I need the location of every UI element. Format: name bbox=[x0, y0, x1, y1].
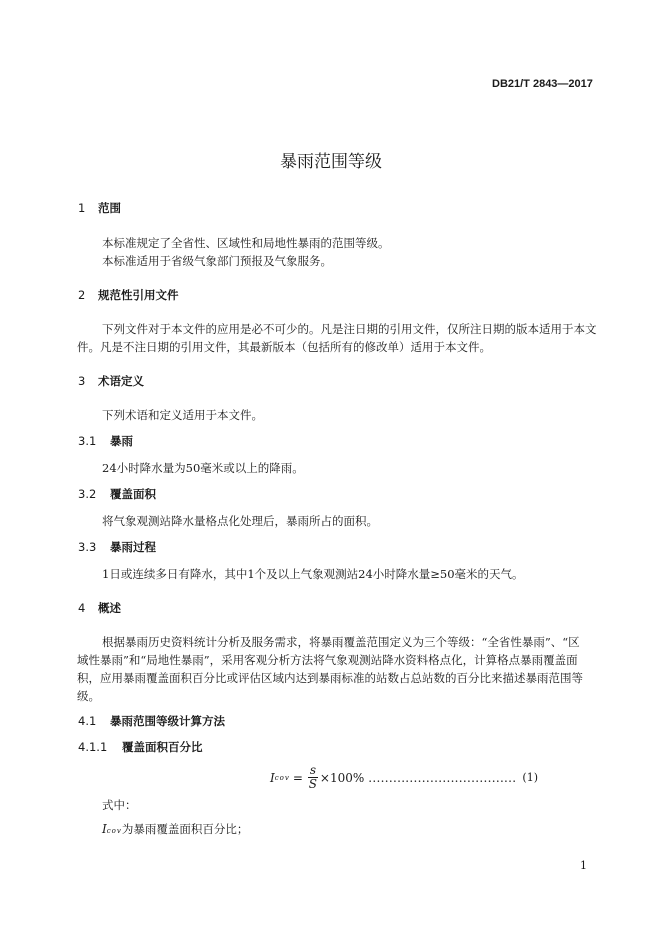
paragraph-line: 本标准规定了全省性、区域性和局地性暴雨的范围等级。 bbox=[102, 236, 390, 250]
section-4-1-heading bbox=[78, 713, 225, 729]
document-title: 暴雨范围等级 bbox=[280, 152, 382, 172]
term-3-2-heading bbox=[78, 486, 156, 502]
formula-number: (1) bbox=[522, 771, 538, 784]
paragraph-line: 域性暴雨”和“局地性暴雨”，采用客观分析方法将气象观测站降水资料格点化，计算格点暴雨覆盖面 bbox=[77, 653, 578, 667]
definition-symbol: I bbox=[102, 822, 107, 836]
section-title: 概述 bbox=[98, 601, 121, 615]
term-title: 暴雨 bbox=[110, 434, 133, 448]
section-title: 规范性引用文件 bbox=[98, 288, 179, 302]
term-number: 3.2 bbox=[78, 487, 97, 501]
section-number: 4.1.1 bbox=[78, 740, 108, 754]
section-title: 术语定义 bbox=[98, 374, 144, 388]
term-definition: 24小时降水量为50毫米或以上的降雨。 bbox=[102, 461, 304, 475]
formula-leader-dots: .................................... bbox=[368, 770, 517, 785]
section-number: 1 bbox=[78, 201, 86, 215]
section-number: 3 bbox=[78, 374, 86, 388]
section-1-heading bbox=[78, 200, 121, 216]
term-number: 3.3 bbox=[78, 540, 97, 554]
term-number: 3.1 bbox=[78, 434, 97, 448]
paragraph-line: 下列文件对于本文件的应用是必不可少的。凡是注日期的引用文件，仅所注日期的版本适用于本文 bbox=[102, 322, 597, 336]
term-3-3-heading bbox=[78, 539, 156, 555]
section-number: 2 bbox=[78, 288, 86, 302]
paragraph-line: 件。凡是不注日期的引用文件，其最新版本（包括所有的修改单）适用于本文件。 bbox=[77, 340, 491, 354]
definition-subscript: cov bbox=[106, 827, 122, 835]
paragraph-line: 积，应用暴雨覆盖面积百分比或评估区域内达到暴雨标准的站数占总站数的百分比来描述暴雨范围等 bbox=[77, 671, 583, 685]
paragraph-line: 下列术语和定义适用于本文件。 bbox=[102, 408, 263, 422]
section-4-heading bbox=[78, 600, 121, 616]
formula-denominator: S bbox=[308, 777, 318, 791]
formula-rest: ×100% bbox=[319, 770, 365, 785]
formula-numerator: s bbox=[309, 763, 316, 777]
formula-fraction bbox=[308, 764, 318, 791]
formula-symbol: I bbox=[270, 770, 275, 785]
formula bbox=[270, 764, 538, 791]
section-number: 4 bbox=[78, 601, 86, 615]
section-title: 覆盖面积百分比 bbox=[122, 740, 203, 754]
section-3-heading bbox=[78, 373, 144, 389]
paragraph-line: 本标准适用于省级气象部门预报及气象服务。 bbox=[102, 254, 332, 268]
page-number: 1 bbox=[580, 859, 587, 872]
section-number: 4.1 bbox=[78, 714, 97, 728]
term-3-1-heading bbox=[78, 433, 133, 449]
paragraph-line: 级。 bbox=[77, 689, 100, 703]
definition-text: 为暴雨覆盖面积百分比； bbox=[121, 822, 249, 836]
term-title: 覆盖面积 bbox=[110, 487, 156, 501]
term-definition: 将气象观测站降水量格点化处理后，暴雨所占的面积。 bbox=[102, 514, 378, 528]
where-label: 式中： bbox=[102, 798, 137, 812]
term-title: 暴雨过程 bbox=[110, 540, 156, 554]
standard-number: DB21/T 2843—2017 bbox=[492, 78, 593, 90]
formula-equals: = bbox=[292, 770, 303, 785]
paragraph-line: 根据暴雨历史资料统计分析及服务需求，将暴雨覆盖范围定义为三个等级：“全省性暴雨”、“区 bbox=[102, 635, 580, 649]
section-2-heading bbox=[78, 287, 179, 303]
section-title: 暴雨范围等级计算方法 bbox=[110, 714, 225, 728]
section-title: 范围 bbox=[98, 201, 121, 215]
section-4-1-1-heading bbox=[78, 739, 203, 755]
symbol-definition bbox=[102, 820, 248, 840]
formula-subscript: cov bbox=[274, 773, 290, 782]
term-definition: 1日或连续多日有降水，其中1个及以上气象观测站24小时降水量≥50毫米的天气。 bbox=[102, 567, 524, 581]
